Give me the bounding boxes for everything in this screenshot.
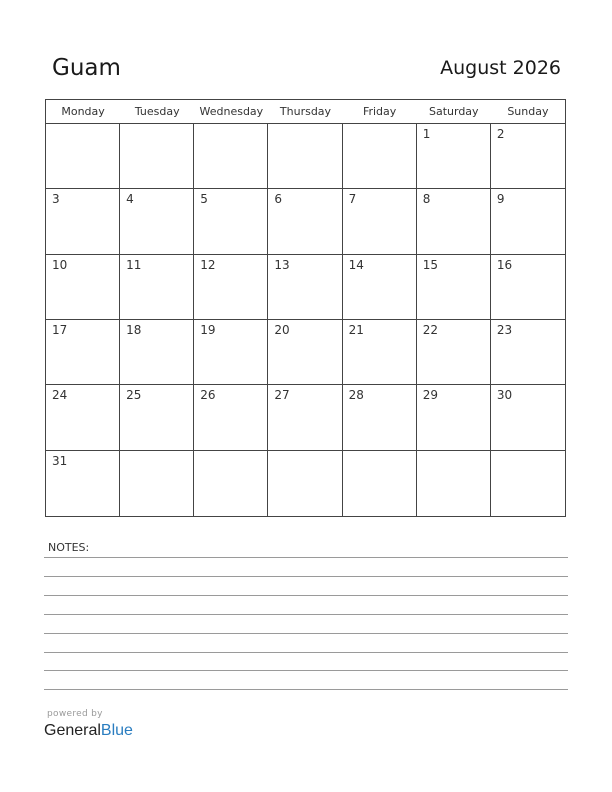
day-number: 10	[52, 257, 68, 272]
notes-line	[44, 576, 568, 577]
weekday-label: Sunday	[507, 105, 549, 118]
brand-general-text: General	[44, 722, 101, 739]
day-number: 1	[422, 127, 431, 141]
day-cell	[46, 124, 120, 189]
day-cell	[268, 189, 342, 254]
notes-line	[44, 670, 568, 671]
day-number: 6	[274, 192, 283, 207]
day-number: 5	[200, 192, 208, 207]
day-number: 29	[422, 388, 438, 403]
day-number: 11	[126, 257, 142, 272]
day-cell	[46, 255, 120, 320]
day-number: 2	[496, 127, 505, 141]
generalblue-logo[interactable]	[44, 720, 133, 742]
day-cell	[194, 320, 268, 385]
day-number: 3	[52, 192, 60, 207]
weekday-label: Thursday	[279, 105, 332, 118]
day-number: 28	[348, 388, 364, 403]
weekday-label: Saturday	[428, 105, 479, 118]
day-cell	[491, 320, 565, 385]
powered-by-text: powered by	[47, 709, 103, 719]
day-cell	[120, 451, 194, 516]
day-cell	[417, 124, 491, 189]
day-cell	[194, 124, 268, 189]
day-number: 16	[496, 257, 513, 272]
calendar-region-title: Guam	[52, 55, 121, 81]
day-cell	[194, 255, 268, 320]
notes-line	[44, 557, 568, 558]
day-number: 7	[348, 192, 357, 207]
day-cell	[194, 451, 268, 516]
day-cell	[417, 189, 491, 254]
notes-line	[44, 633, 568, 634]
day-number: 27	[274, 388, 290, 403]
month-calendar-grid	[45, 99, 566, 517]
day-cell	[343, 451, 417, 516]
day-cell	[194, 189, 268, 254]
day-number: 4	[126, 192, 134, 207]
brand-blue-text: Blue	[100, 722, 133, 739]
day-number: 13	[274, 257, 290, 272]
day-cell	[343, 320, 417, 385]
day-number: 19	[200, 323, 216, 337]
day-cell	[120, 124, 194, 189]
weekday-header-row	[46, 100, 565, 124]
day-number: 8	[422, 192, 431, 207]
day-number: 26	[200, 388, 216, 403]
day-cell	[491, 451, 565, 516]
day-cell	[417, 385, 491, 450]
day-cell	[417, 451, 491, 516]
day-number: 23	[496, 323, 513, 337]
day-number: 15	[422, 257, 438, 272]
day-cell	[120, 385, 194, 450]
day-number: 25	[126, 388, 142, 403]
day-cell	[268, 385, 342, 450]
day-number: 12	[200, 257, 216, 272]
calendar-days-body	[46, 124, 565, 516]
day-cell	[343, 124, 417, 189]
day-cell	[417, 320, 491, 385]
day-number: 20	[274, 323, 290, 337]
day-number: 9	[496, 192, 505, 207]
day-cell	[343, 385, 417, 450]
day-cell	[491, 189, 565, 254]
day-cell	[491, 124, 565, 189]
weekday-label: Monday	[61, 105, 105, 118]
notes-line	[44, 614, 568, 615]
day-cell	[268, 451, 342, 516]
day-number: 31	[52, 453, 68, 468]
day-number: 22	[422, 323, 438, 337]
day-cell	[46, 320, 120, 385]
notes-line	[44, 652, 568, 653]
day-cell	[194, 385, 268, 450]
day-cell	[343, 189, 417, 254]
day-cell	[268, 124, 342, 189]
day-cell	[268, 255, 342, 320]
day-number: 30	[496, 388, 513, 403]
day-cell	[120, 320, 194, 385]
day-cell	[491, 385, 565, 450]
day-cell	[120, 255, 194, 320]
day-cell	[491, 255, 565, 320]
day-cell	[343, 255, 417, 320]
day-number: 14	[348, 257, 364, 272]
notes-line	[44, 689, 568, 690]
day-cell	[46, 189, 120, 254]
calendar-month-year: August 2026	[440, 57, 561, 79]
weekday-label: Wednesday	[199, 105, 264, 118]
day-number: 21	[348, 323, 364, 337]
day-cell	[46, 451, 120, 516]
day-number: 24	[52, 388, 68, 403]
day-number: 18	[126, 323, 142, 337]
notes-label: NOTES:	[48, 541, 90, 554]
notes-line	[44, 595, 568, 596]
day-number: 17	[52, 323, 68, 337]
day-cell	[417, 255, 491, 320]
weekday-label: Tuesday	[134, 105, 180, 118]
day-cell	[268, 320, 342, 385]
day-cell	[46, 385, 120, 450]
weekday-label: Friday	[362, 105, 397, 118]
day-cell	[120, 189, 194, 254]
